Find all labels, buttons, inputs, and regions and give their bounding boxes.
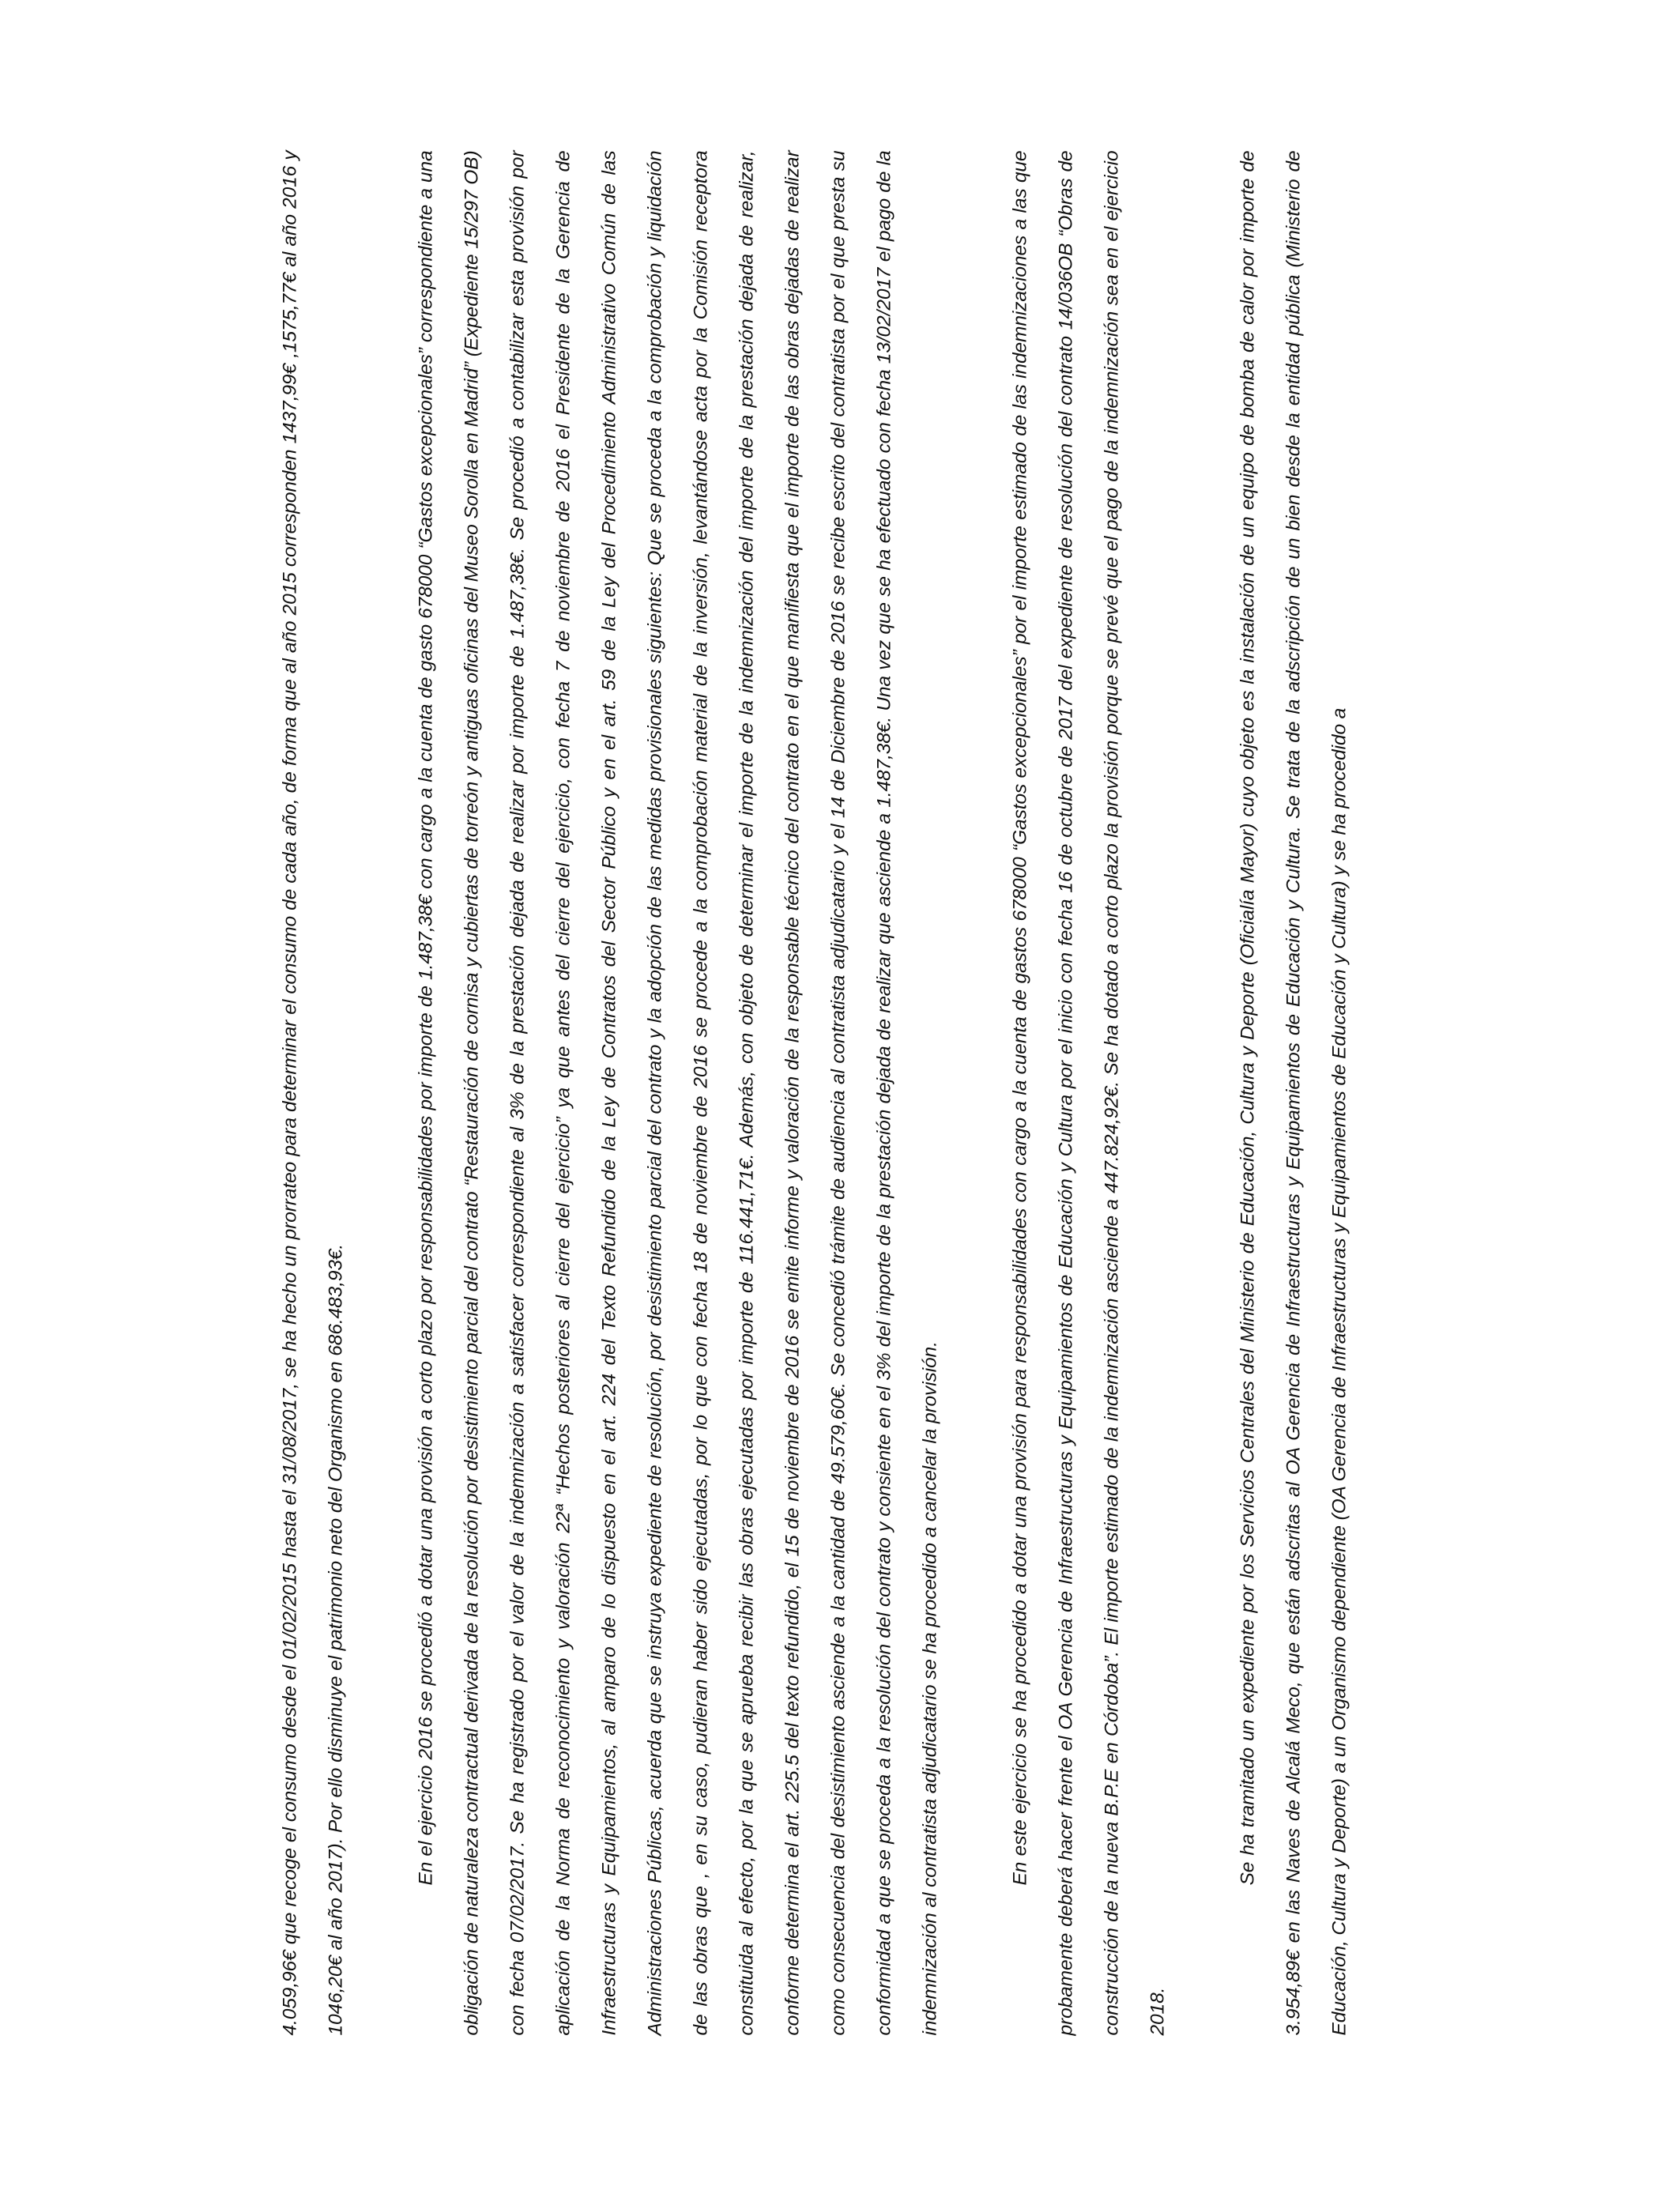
paragraph-heat-pump-expedient: Se ha tramitado un expediente por los Servicios Centrales del Ministerio de Educación, Cultura y Deporte (Oficialía Mayor) cuyo objeto es la instalación de un equipo de bomba de calor por importe de 3.954,89€ en las Naves de Alcalá Meco, que están adscritas al OA Gerencia de Infraestructuras y Equipamientos de Educación y Cultura. Se trata de la adscripción de un bien desde la entidad pública (Ministerio de Educación, Cultura y Deporte) a un Organismo dependiente (OA Gerencia de Infraestructuras y Equipamientos de Educación y Cultura) y se ha procedido a: [1237, 150, 1350, 2035]
rotated-text-block: [267, 150, 1397, 2035]
paragraph-consumption-prorate: 4.059,96€ que recoge el consumo desde el 01/02/2015 hasta el 31/08/2017, se ha hecho un prorrateo para determinar el consumo de cada año, de forma que al año 2015 corresponden 1437,99€ ,1575,77€ al año 2016 y 1046,20€ al año 2017). Por ello disminuye el patrimonio neto del Organismo en 686.483,93€.: [279, 150, 346, 2035]
paragraph-provision-2016: En el ejercicio 2016 se procedió a dotar una provisión a corto plazo por responsabilidades por importe de 1.487,38€ con cargo a la cuenta de gasto 678000 “Gastos excepcionales” correspondiente a una obligación de naturaleza contractual derivada de la resolución por desistimiento parcial del contrato “Restauración de cornisa y cubiertas de torreón y antiguas oficinas del Museo Sorolla en Madrid” (Expediente 15/297 OB) con fecha 07/02/2017. Se ha registrado por el valor de la indemnización a satisfacer correspondiente al 3% de la prestación dejada de realizar por importe de 1.487,38€. Se procedió a contabilizar esta provisión por aplicación de la Norma de reconocimiento y valoración 22ª “Hechos posteriores al cierre del ejercicio” ya que antes del cierre del ejercicio, con fecha 7 de noviembre de 2016 el Presidente de la Gerencia de Infraestructuras y Equipamientos, al amparo de lo dispuesto en el art. 224 del Texto Refundido de la Ley de Contratos del Sector Público y en el art. 59 de la Ley del Procedimiento Administrativo Común de las Administraciones Públicas, acuerda que se instruya expediente de resolución, por desistimiento parcial del contrato y la adopción de las medidas provisionales siguientes: Que se proceda a la comprobación y liquidación de las obras que , en su caso, pudieran haber sido ejecutadas, por lo que con fecha 18 de noviembre de 2016 se procede a la comprobación material de la inversión, levantándose acta por la Comisión receptora constituida al efecto, por la que se aprueba recibir las obras ejecutadas por importe de 116.441,71€. Además, con objeto de determinar el importe de la indemnización del importe de la prestación dejada de realizar, conforme determina el art. 225.5 del texto refundido, el 15 de noviembre de 2016 se emite informe y valoración de la responsable técnico del contrato en el que manifiesta que el importe de las obras dejadas de realizar como consecuencia del desistimiento asciende a la cantidad de 49.579,60€. Se concedió trámite de audiencia al contratista adjudicatario y el 14 de Diciembre de 2016 se recibe escrito del contratista por el que presta su conformidad a que se proceda a la resolución del contrato y consiente en el 3% del importe de la prestación dejada de realizar que asciende a 1.487,38€. Una vez que se ha efectuado con fecha 13/02/2017 el pago de la indemnización al contratista adjudicatario se ha procedido a cancelar la provisión.: [415, 150, 940, 2035]
paragraph-provision-current-year: En este ejercicio se ha procedido a dotar una provisión para responsabilidades con cargo a la cuenta de gastos 678000 “Gastos excepcionales” por el importe estimado de las indemnizaciones a las que probamente deberá hacer frente el OA Gerencia de Infraestructuras y Equipamientos de Educación y Cultura por el inicio con fecha 16 de octubre de 2017 del expediente de resolución del contrato 14/036OB “Obras de construcción de la nueva B.P.E en Córdoba”. El importe estimado de la indemnización asciende a 447.824,92€. Se ha dotado a corto plazo la provisión porque se prevé que el pago de la indemnización sea en el ejercicio 2018.: [1009, 150, 1168, 2035]
